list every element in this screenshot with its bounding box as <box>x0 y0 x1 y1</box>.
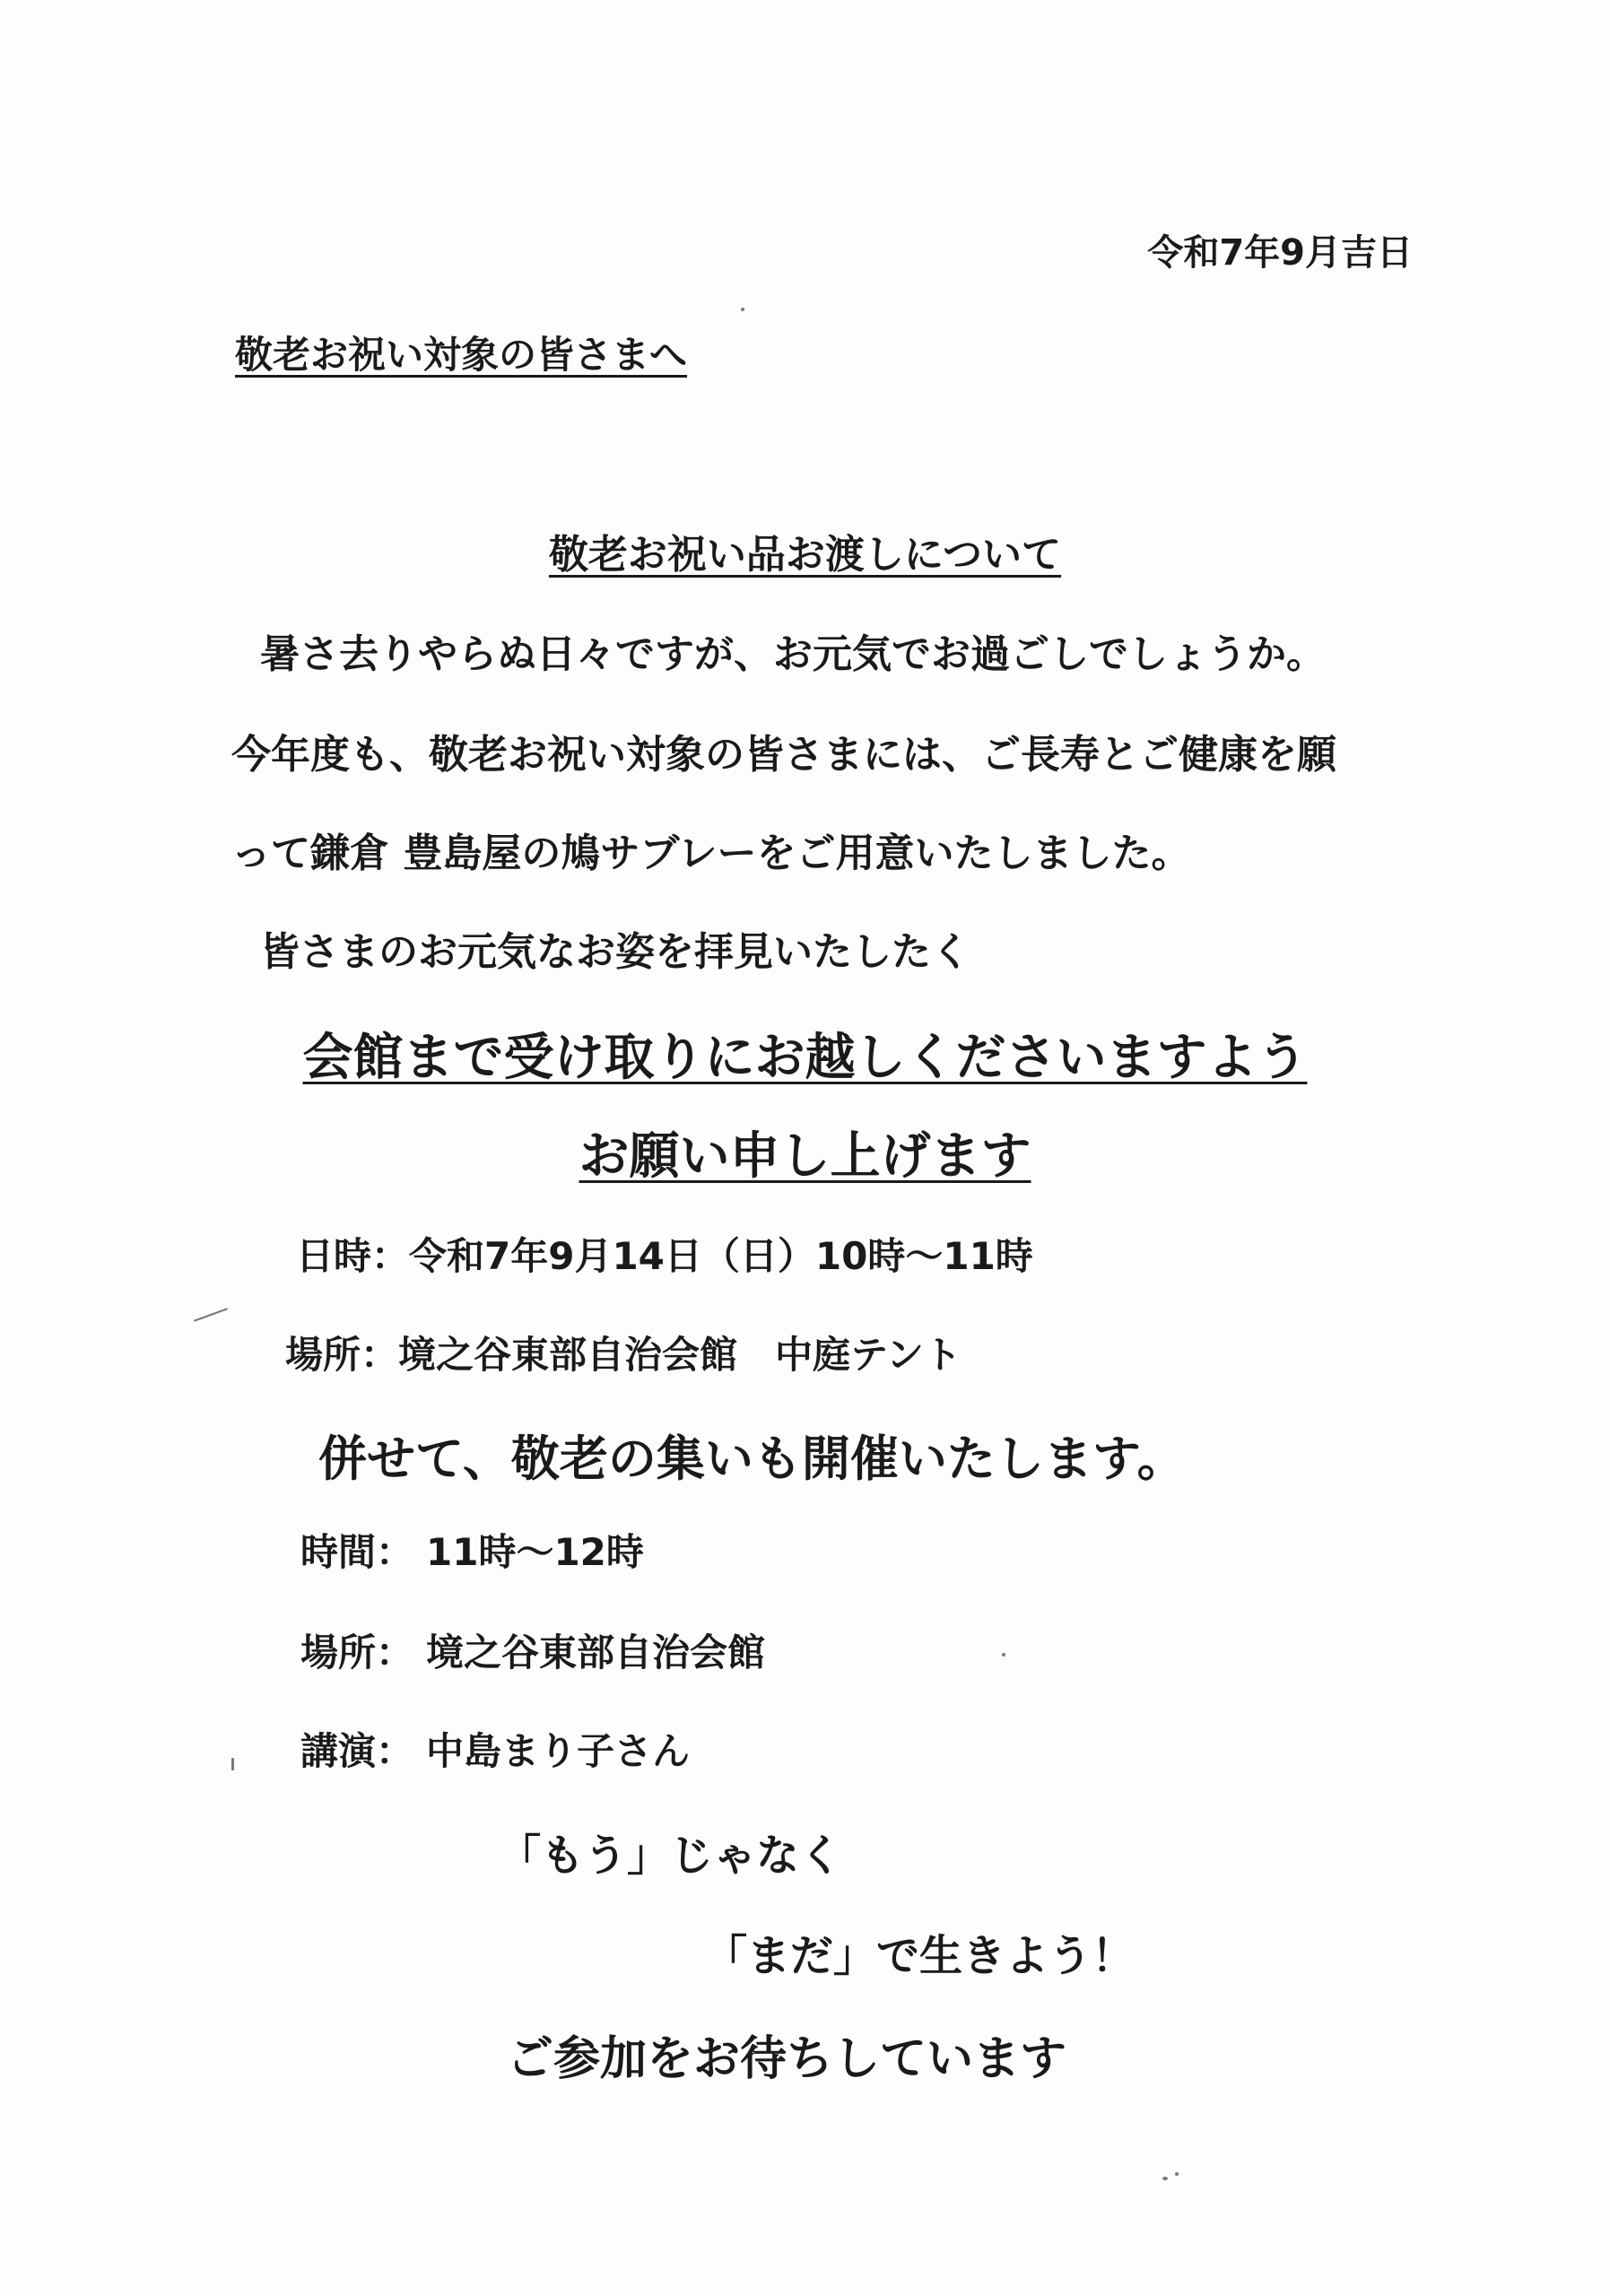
paragraph-line-3: って鎌倉 豊島屋の鳩サブレーをご用意いたしました。 <box>231 831 1191 876</box>
request-line-2-text: お願い申し上げます <box>579 1127 1031 1186</box>
subject-text: 敬老お祝い品お渡しについて <box>548 532 1062 578</box>
issue-date: 令和7年9月吉日 <box>1147 232 1413 274</box>
slogan-line-1: 「もう」じゃなく <box>498 1831 843 1881</box>
gathering-announcement: 併せて、敬老の集いも開催いたします。 <box>318 1431 1186 1487</box>
paragraph-greeting: 暑さ去りやらぬ日々ですが、お元気でお過ごしでしょうか。 <box>260 631 1326 677</box>
scan-speck <box>741 308 744 311</box>
scan-speck <box>1162 2177 1168 2180</box>
slogan-line-2: 「まだ」で生きよう！ <box>704 1931 1136 1981</box>
paragraph-line-2: 今年度も、敬老お祝い対象の皆さまには、ご長寿とご健康を願 <box>231 732 1336 778</box>
request-line-2 <box>0 1127 1610 1186</box>
scan-speck <box>194 1308 228 1322</box>
handover-place: 場所：境之谷東部自治会館 中庭テント <box>285 1333 962 1377</box>
gathering-lecture-value: 中島まり子さん <box>426 1729 691 1773</box>
scan-speck <box>1175 2172 1179 2176</box>
gathering-time-label: 時間： <box>300 1530 414 1574</box>
gathering-place <box>300 1631 766 1674</box>
gathering-time-value: 11時～12時 <box>426 1530 644 1574</box>
scan-speck <box>231 1758 234 1770</box>
handover-datetime: 日時：令和7年9月14日（日）10時～11時 <box>296 1234 1033 1278</box>
scan-speck <box>1002 1653 1005 1657</box>
paragraph-line-4: 皆さまのお元気なお姿を拝見いたしたく <box>260 929 970 975</box>
gathering-lecture-label: 講演： <box>300 1729 414 1773</box>
subject-title <box>0 532 1610 578</box>
closing-line: ご参加をお待ちしています <box>507 2032 1067 2086</box>
gathering-place-label: 場所： <box>300 1631 414 1674</box>
request-line-1-text: 会館まで受け取りにお越しくださいますよう <box>302 1029 1308 1087</box>
gathering-place-value: 境之谷東部自治会館 <box>426 1631 766 1674</box>
addressee: 敬老お祝い対象の皆さまへ <box>235 333 688 377</box>
gathering-lecture <box>300 1729 691 1773</box>
gathering-time <box>300 1530 644 1574</box>
request-line-1 <box>0 1029 1610 1087</box>
